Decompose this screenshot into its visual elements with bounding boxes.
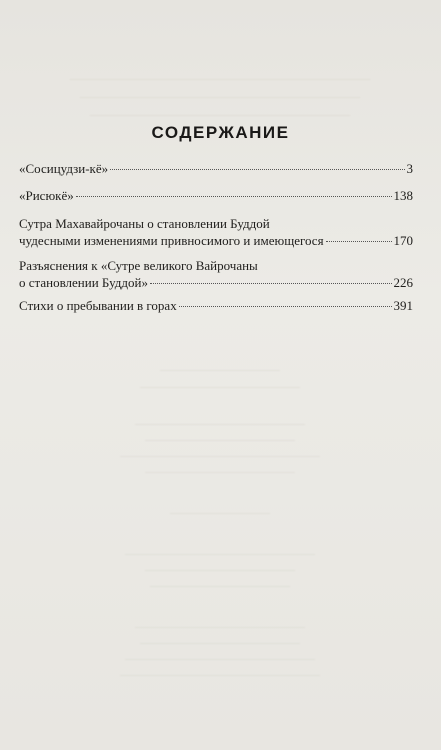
show-through-top bbox=[0, 66, 441, 116]
leader-dots bbox=[326, 241, 392, 242]
toc-entry[interactable] bbox=[19, 215, 413, 249]
toc-entry-title: Разъяснения к «Сутре великого Вайрочаны bbox=[19, 258, 258, 273]
toc-entry-page: 226 bbox=[393, 275, 413, 290]
toc-entry-page: 391 bbox=[393, 298, 413, 313]
leader-dots bbox=[76, 196, 392, 197]
toc-entry-page: 3 bbox=[406, 161, 413, 176]
toc-entry-title: «Рисюкё» bbox=[19, 188, 74, 203]
toc-entry-page: 138 bbox=[393, 188, 413, 203]
toc-entry[interactable] bbox=[19, 187, 413, 204]
toc-entry-page: 170 bbox=[393, 233, 413, 248]
toc-entry[interactable] bbox=[19, 257, 413, 291]
toc-entry[interactable] bbox=[19, 297, 413, 314]
toc-entry-title: «Сосицудзи-кё» bbox=[19, 161, 109, 176]
toc-entry-title-cont: о становлении Буддой» bbox=[19, 275, 148, 290]
toc-entry-title-cont: чудесными изменениями привносимого и имеющегося bbox=[19, 233, 324, 248]
leader-dots bbox=[150, 283, 392, 284]
leader-dots bbox=[179, 306, 392, 307]
toc-heading: СОДЕРЖАНИЕ bbox=[151, 123, 290, 142]
toc-entry-title: Стихи о пребывании в горах bbox=[19, 298, 177, 313]
toc-entry[interactable] bbox=[19, 160, 413, 177]
toc-entry-title: Сутра Махавайрочаны о становлении Буддой bbox=[19, 216, 270, 231]
leader-dots bbox=[110, 169, 404, 170]
show-through-bottom bbox=[0, 360, 441, 676]
